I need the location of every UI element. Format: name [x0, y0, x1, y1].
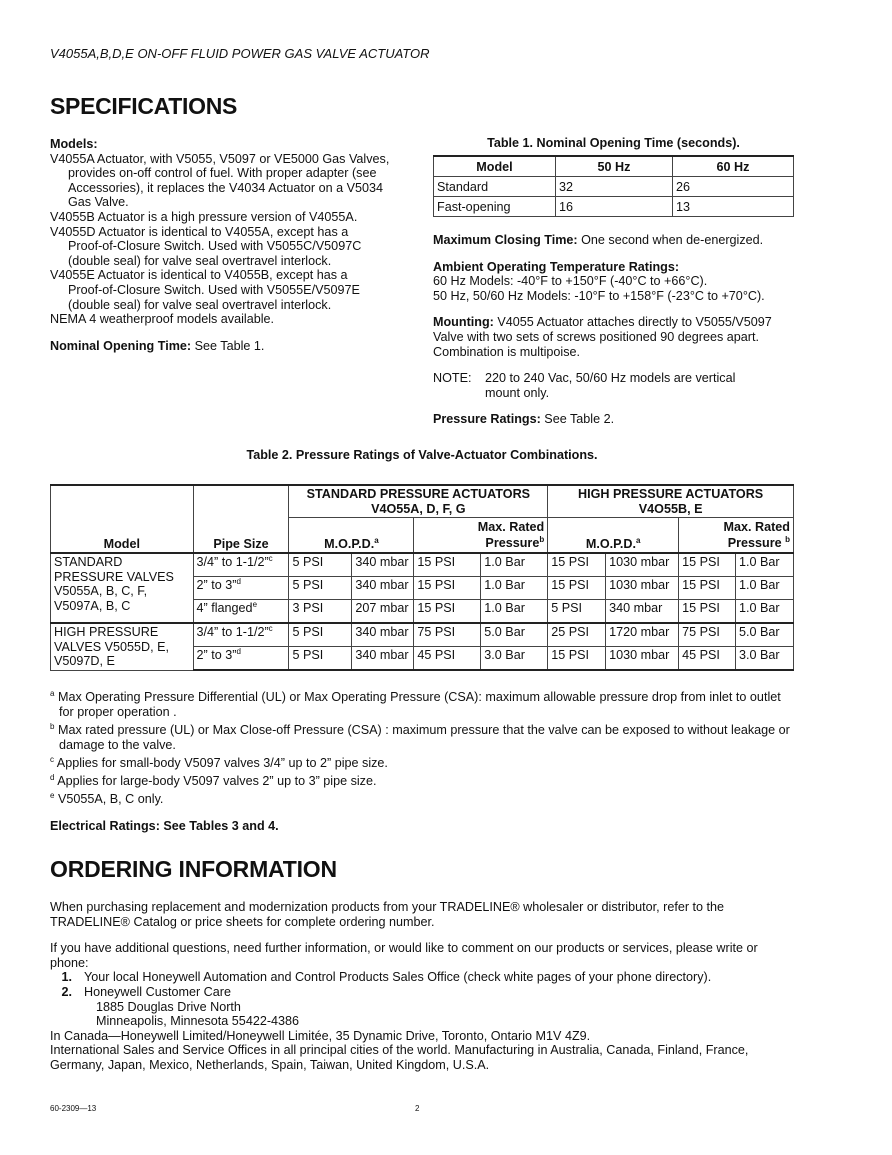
- table-cell: 45 PSI: [679, 647, 736, 671]
- table-cell: 1.0 Bar: [736, 577, 794, 600]
- table-cell: 5 PSI: [289, 577, 352, 600]
- table-cell: 15 PSI: [548, 577, 606, 600]
- pressure-ratings-value: See Table 2.: [540, 412, 615, 427]
- table2: [50, 484, 794, 671]
- table-cell: 75 PSI: [679, 623, 736, 647]
- table-cell: 3.0 Bar: [736, 647, 794, 671]
- mounting-line2: Valve with two sets of screws positioned 90 degrees apart.: [433, 329, 759, 344]
- models-p4: V4055E Actuator is identical to V4055B, except has a: [50, 268, 348, 283]
- table1-header: 50 Hz: [556, 156, 673, 177]
- table-cell: 16: [556, 197, 673, 217]
- table-cell: 1.0 Bar: [736, 600, 794, 624]
- models-p4c: (double seal) for valve seal overtravel interlock.: [68, 297, 332, 312]
- pressure-ratings-text: [433, 412, 813, 427]
- table-row: [51, 623, 794, 647]
- table-cell: 3.0 Bar: [481, 647, 548, 671]
- models-p3b: Proof-of-Closure Switch. Used with V5055C/V5097C: [68, 239, 362, 254]
- std-actuators-models: V4O55A, D, F, G: [371, 501, 466, 516]
- ambient-line1: 60 Hz Models: -40°F to +150°F (-40°C to +66°C).: [433, 274, 708, 289]
- table2-footnotes: [50, 690, 795, 834]
- table-cell: 15 PSI: [414, 577, 481, 600]
- electrical-ratings: Electrical Ratings: See Tables 3 and 4.: [50, 819, 279, 833]
- table-cell: 340 mbar: [352, 577, 414, 600]
- pressure-ratings-label: Pressure Ratings:: [433, 412, 541, 427]
- hp-actuators-heading: HIGH PRESSURE ACTUATORS: [578, 487, 764, 501]
- ordering-heading: ORDERING INFORMATION: [50, 856, 337, 882]
- ordering-p1: When purchasing replacement and modernization products from your TRADELINE® wholesaler or distributor, refer to the TRADELINE® Catalog or price sheets for complete ordering number.: [50, 900, 725, 929]
- table-row: [434, 177, 794, 197]
- table-cell: 340 mbar: [352, 647, 414, 671]
- ambient-line2: 50 Hz, 50/60 Hz Models: -10°F to +158°F (-23°C to +70°C).: [433, 288, 765, 303]
- table-cell: 5.0 Bar: [736, 623, 794, 647]
- max-closing-label: Maximum Closing Time:: [433, 233, 578, 247]
- mounting-text: [433, 315, 813, 330]
- footnote-c: $^c$ Applies for small-body V5097 valves 3/4” up to 2” pipe size.: [50, 754, 388, 770]
- models-section: [50, 137, 420, 353]
- models-p1b: provides on-off control of fuel. With proper adapter (see: [68, 166, 377, 181]
- table-cell: 1720 mbar: [606, 623, 679, 647]
- table-cell: 3 PSI: [289, 600, 352, 624]
- table-cell: 1030 mbar: [606, 577, 679, 600]
- hp-mopd-header: M.O.P.D.$^a$: [548, 518, 679, 554]
- hp-actuators-models: V4O55B, E: [638, 501, 703, 516]
- right-column: [433, 233, 813, 427]
- std-actuators-heading: STANDARD PRESSURE ACTUATORS: [306, 487, 531, 501]
- table-cell: 25 PSI: [548, 623, 606, 647]
- table-cell: 26: [673, 177, 794, 197]
- models-p1d: Gas Valve.: [68, 195, 129, 210]
- hp-valves-cell: HIGH PRESSURE VALVES V5055D, E, V5097D, E: [51, 623, 194, 670]
- table-cell: 5 PSI: [548, 600, 606, 624]
- table-cell: 15 PSI: [679, 600, 736, 624]
- table-cell: 340 mbar: [352, 623, 414, 647]
- ordering-p2: If you have additional questions, need further information, or would like to comment on our products or services, please write or phone:: [50, 941, 758, 970]
- table-cell: Standard: [434, 177, 556, 197]
- table-cell: 1.0 Bar: [481, 577, 548, 600]
- nominal-opening-text: [50, 339, 420, 354]
- table-cell: 15 PSI: [679, 577, 736, 600]
- footnote-b: $^b$ Max rated pressure (UL) or Max Close-off Pressure (CSA) : maximum pressure that the valve can be exposed to without leakage or damage to the valve.: [50, 721, 790, 752]
- table1: [433, 155, 794, 217]
- table-cell: 15 PSI: [414, 553, 481, 577]
- ordering-international: International Sales and Service Offices in all principal cities of the world. Manufacturing in Australia, Canada, Finland, France, Germany, Japan, Mexico, Netherlands, Spain, Taiwan, United Kingdom, U.S.A.: [50, 1043, 749, 1072]
- std-max-rated-header: Max. Rated Pressure$^b$: [414, 518, 548, 554]
- models-p1: V4055A Actuator, with V5055, V5097 or VE5000 Gas Valves,: [50, 151, 390, 166]
- doc-number: 60-2309—13: [50, 1104, 97, 1113]
- table1-header: 60 Hz: [673, 156, 794, 177]
- pipe-cell: 3/4” to 1-1/2”$^c$: [193, 553, 289, 577]
- pipe-cell: 2” to 3”$^d$: [193, 647, 289, 671]
- mounting-label: Mounting:: [433, 315, 494, 330]
- pipe-cell: 3/4” to 1-1/2”$^c$: [193, 623, 289, 647]
- table-cell: 15 PSI: [679, 553, 736, 577]
- note-line1: 220 to 240 Vac, 50/60 Hz models are vertical: [485, 371, 736, 386]
- models-p1c: Accessories), it replaces the V4034 Actuator on a V5034: [68, 180, 384, 195]
- table-cell: 1030 mbar: [606, 553, 679, 577]
- table-cell: 45 PSI: [414, 647, 481, 671]
- table-cell: 207 mbar: [352, 600, 414, 624]
- footnote-d: $^d$ Applies for large-body V5097 valves 2” up to 3” pipe size.: [50, 772, 377, 788]
- mounting-line3: Combination is multipoise.: [433, 344, 580, 359]
- table-cell: 1.0 Bar: [481, 600, 548, 624]
- table2-caption: Table 2. Pressure Ratings of Valve-Actuator Combinations.: [246, 448, 598, 462]
- models-p5: NEMA 4 weatherproof models available.: [50, 312, 275, 327]
- ordering-item-1: 1. Your local Honeywell Automation and Control Products Sales Office (check white pages of your phone directory).: [61, 970, 712, 985]
- table-row: [51, 553, 794, 577]
- note-label: NOTE:: [433, 371, 472, 386]
- pipe-size-header: Pipe Size: [193, 518, 289, 554]
- running-header: V4055A,B,D,E ON-OFF FLUID POWER GAS VALVE ACTUATOR: [50, 46, 430, 61]
- table-cell: 15 PSI: [548, 553, 606, 577]
- table-cell: Fast-opening: [434, 197, 556, 217]
- models-p4b: Proof-of-Closure Switch. Used with V5055E/V5097E: [68, 282, 360, 297]
- pipe-cell: 2” to 3”$^d$: [193, 577, 289, 600]
- ambient-label: Ambient Operating Temperature Ratings:: [433, 259, 680, 274]
- std-valves-cell: STANDARD PRESSURE VALVES V5055A, B, C, F, V5097A, B, C: [51, 553, 194, 623]
- table-cell: 5 PSI: [289, 647, 352, 671]
- table1-header: Model: [434, 156, 556, 177]
- max-closing-text: [433, 233, 813, 248]
- nominal-opening-label: Nominal Opening Time:: [50, 338, 192, 353]
- mounting-line1: V4055 Actuator attaches directly to V5055/V5097: [493, 315, 772, 330]
- table-cell: 1.0 Bar: [736, 553, 794, 577]
- hp-max-rated-header: Max. Rated Pressure $^b$: [679, 518, 794, 554]
- footnote-a: $^a$ Max Operating Pressure Differential (UL) or Max Operating Pressure (CSA): maximum allowable pressure drop from inlet to outlet for proper operation .: [50, 688, 781, 719]
- table-cell: 32: [556, 177, 673, 197]
- pipe-cell: 4” flanged$^e$: [193, 600, 289, 624]
- std-mopd-header: M.O.P.D.$^a$: [289, 518, 414, 554]
- table-row: [434, 197, 794, 217]
- footnote-e: $^e$ V5055A, B, C only.: [50, 790, 164, 806]
- table-cell: 13: [673, 197, 794, 217]
- model-header: Model: [51, 518, 194, 554]
- note: [433, 371, 813, 400]
- table-cell: 1030 mbar: [606, 647, 679, 671]
- table1-caption: Table 1. Nominal Opening Time (seconds).: [487, 136, 740, 150]
- page-number: 2: [415, 1104, 420, 1113]
- models-p2: V4055B Actuator is a high pressure version of V4055A.: [50, 209, 358, 224]
- table-cell: 5 PSI: [289, 623, 352, 647]
- note-line2: mount only.: [485, 385, 550, 400]
- table-cell: 5 PSI: [289, 553, 352, 577]
- max-closing-value: One second when de-energized.: [577, 233, 764, 247]
- ordering-item-2: 2. Honeywell Customer Care 1885 Douglas Drive North Minneapolis, Minnesota 55422-4386: [61, 984, 300, 1029]
- models-p3: V4055D Actuator is identical to V4055A, except has a: [50, 224, 349, 239]
- table-cell: 15 PSI: [414, 600, 481, 624]
- ordering-canada: In Canada—Honeywell Limited/Honeywell Limitée, 35 Dynamic Drive, Toronto, Ontario M1V 4Z9.: [50, 1028, 591, 1043]
- nominal-opening-value: See Table 1.: [191, 338, 265, 353]
- ordering-section: [50, 900, 795, 1073]
- table-cell: 340 mbar: [352, 553, 414, 577]
- specifications-heading: SPECIFICATIONS: [50, 93, 238, 119]
- table-cell: 1.0 Bar: [481, 553, 548, 577]
- models-p3c: (double seal) for valve seal overtravel interlock.: [68, 253, 332, 268]
- table-cell: 5.0 Bar: [481, 623, 548, 647]
- table-cell: 340 mbar: [606, 600, 679, 624]
- models-label: Models:: [50, 137, 98, 151]
- table-cell: 15 PSI: [548, 647, 606, 671]
- table-cell: 75 PSI: [414, 623, 481, 647]
